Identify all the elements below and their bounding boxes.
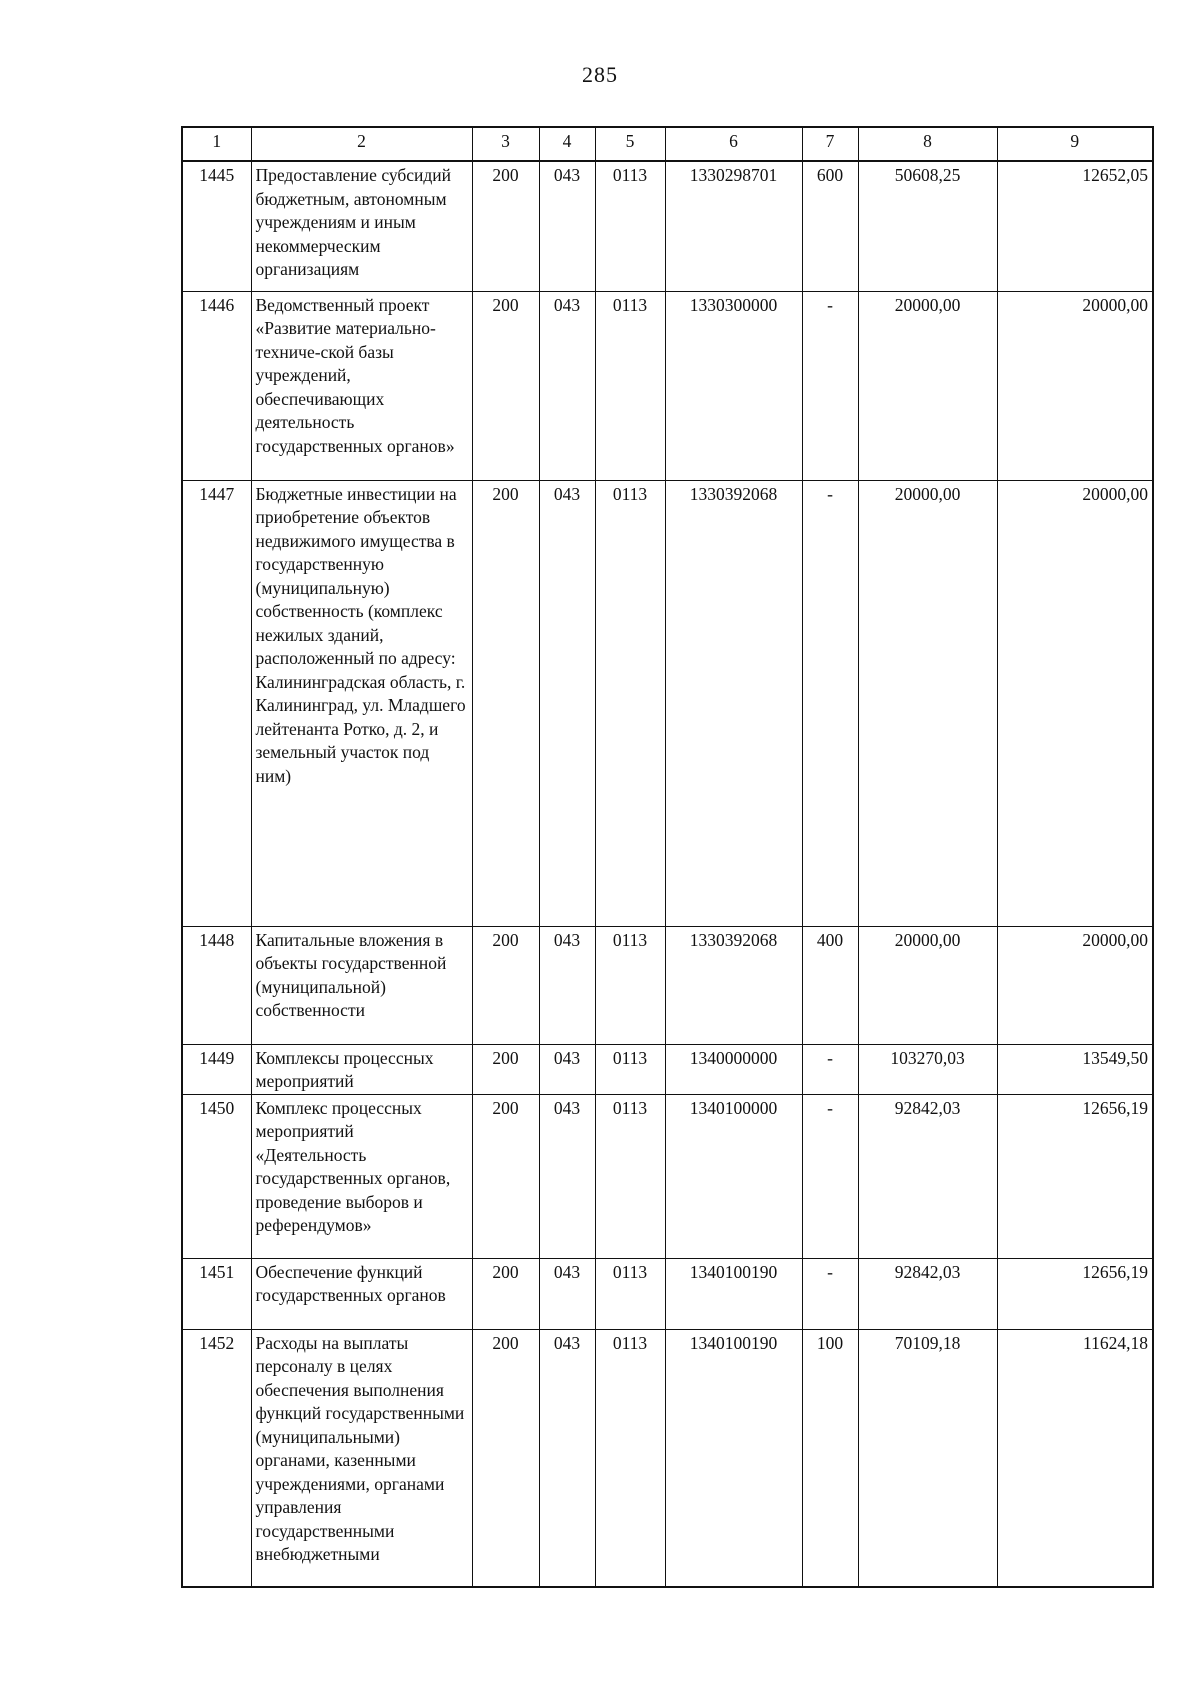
table-row [182, 1094, 1153, 1258]
col-header-2: 2 [251, 127, 472, 161]
row-col9: 20000,00 [997, 291, 1153, 480]
col-header-3: 3 [472, 127, 539, 161]
row-name: Расходы на выплаты персоналу в целях обеспечения выполнения функций государственными (муниципальными) органами, казенными учреждениями, органами управления государственными внебюджетными [251, 1329, 472, 1587]
row-col9: 12656,19 [997, 1094, 1153, 1258]
row-col8: 20000,00 [858, 480, 997, 926]
row-col7: - [802, 1258, 858, 1329]
col-header-9: 9 [997, 127, 1153, 161]
row-col6: 1340100190 [665, 1329, 802, 1587]
row-number: 1451 [182, 1258, 251, 1329]
col-header-4: 4 [539, 127, 595, 161]
table-row [182, 1258, 1153, 1329]
row-name: Обеспечение функций государственных органов [251, 1258, 472, 1329]
row-col6: 1330392068 [665, 480, 802, 926]
row-col8: 50608,25 [858, 161, 997, 291]
row-col8: 103270,03 [858, 1044, 997, 1094]
row-col4: 043 [539, 1094, 595, 1258]
row-col3: 200 [472, 1329, 539, 1587]
row-col4: 043 [539, 1329, 595, 1587]
table-row [182, 291, 1153, 480]
row-col3: 200 [472, 291, 539, 480]
row-col9: 11624,18 [997, 1329, 1153, 1587]
row-col8: 92842,03 [858, 1094, 997, 1258]
row-col3: 200 [472, 480, 539, 926]
row-number: 1445 [182, 161, 251, 291]
row-col9: 20000,00 [997, 480, 1153, 926]
row-col8: 70109,18 [858, 1329, 997, 1587]
row-name: Бюджетные инвестиции на приобретение объектов недвижимого имущества в государственную (муниципальную) собственность (комплекс нежилых зданий, расположенный по адресу: Калининградская область, г. Калининград, ул. Младшего лейтенанта Ротко, д. 2, и земельный участок под ним) [251, 480, 472, 926]
row-name: Ведомственный проект «Развитие материально-техниче-ской базы учреждений, обеспечивающих деятельность государственных органов» [251, 291, 472, 480]
row-number: 1452 [182, 1329, 251, 1587]
col-header-8: 8 [858, 127, 997, 161]
table-row [182, 1329, 1153, 1587]
row-col7: 400 [802, 926, 858, 1044]
row-col3: 200 [472, 1258, 539, 1329]
row-name: Капитальные вложения в объекты государственной (муниципальной) собственности [251, 926, 472, 1044]
row-col9: 12656,19 [997, 1258, 1153, 1329]
row-col5: 0113 [595, 1044, 665, 1094]
row-col5: 0113 [595, 1258, 665, 1329]
row-name: Комплекс процессных мероприятий «Деятельность государственных органов, проведение выборов и референдумов» [251, 1094, 472, 1258]
row-col9: 12652,05 [997, 161, 1153, 291]
row-col7: - [802, 1094, 858, 1258]
row-col4: 043 [539, 1044, 595, 1094]
row-col7: 600 [802, 161, 858, 291]
row-number: 1450 [182, 1094, 251, 1258]
row-col8: 92842,03 [858, 1258, 997, 1329]
row-col6: 1330298701 [665, 161, 802, 291]
row-col6: 1340100190 [665, 1258, 802, 1329]
row-col4: 043 [539, 1258, 595, 1329]
row-col4: 043 [539, 480, 595, 926]
row-col6: 1340100000 [665, 1094, 802, 1258]
col-header-1: 1 [182, 127, 251, 161]
row-number: 1448 [182, 926, 251, 1044]
row-col6: 1330392068 [665, 926, 802, 1044]
row-name: Комплексы процессных мероприятий [251, 1044, 472, 1094]
row-col3: 200 [472, 1044, 539, 1094]
row-col3: 200 [472, 161, 539, 291]
row-col3: 200 [472, 1094, 539, 1258]
row-col4: 043 [539, 926, 595, 1044]
col-header-6: 6 [665, 127, 802, 161]
row-col5: 0113 [595, 480, 665, 926]
row-number: 1447 [182, 480, 251, 926]
row-col6: 1340000000 [665, 1044, 802, 1094]
row-name: Предоставление субсидий бюджетным, автономным учреждениям и иным некоммерческим организациям [251, 161, 472, 291]
col-header-5: 5 [595, 127, 665, 161]
row-col8: 20000,00 [858, 926, 997, 1044]
table-row [182, 1044, 1153, 1094]
row-col7: 100 [802, 1329, 858, 1587]
row-col3: 200 [472, 926, 539, 1044]
header-row [182, 127, 1153, 161]
row-col5: 0113 [595, 161, 665, 291]
row-col5: 0113 [595, 926, 665, 1044]
row-number: 1446 [182, 291, 251, 480]
row-col4: 043 [539, 291, 595, 480]
table-row [182, 926, 1153, 1044]
row-number: 1449 [182, 1044, 251, 1094]
row-col5: 0113 [595, 291, 665, 480]
row-col5: 0113 [595, 1329, 665, 1587]
row-col7: - [802, 480, 858, 926]
page-number: 285 [582, 62, 618, 87]
row-col6: 1330300000 [665, 291, 802, 480]
row-col8: 20000,00 [858, 291, 997, 480]
row-col7: - [802, 291, 858, 480]
table-row [182, 161, 1153, 291]
row-col9: 13549,50 [997, 1044, 1153, 1094]
budget-table [181, 126, 1154, 1588]
table-row [182, 480, 1153, 926]
row-col4: 043 [539, 161, 595, 291]
col-header-7: 7 [802, 127, 858, 161]
row-col5: 0113 [595, 1094, 665, 1258]
row-col7: - [802, 1044, 858, 1094]
row-col9: 20000,00 [997, 926, 1153, 1044]
